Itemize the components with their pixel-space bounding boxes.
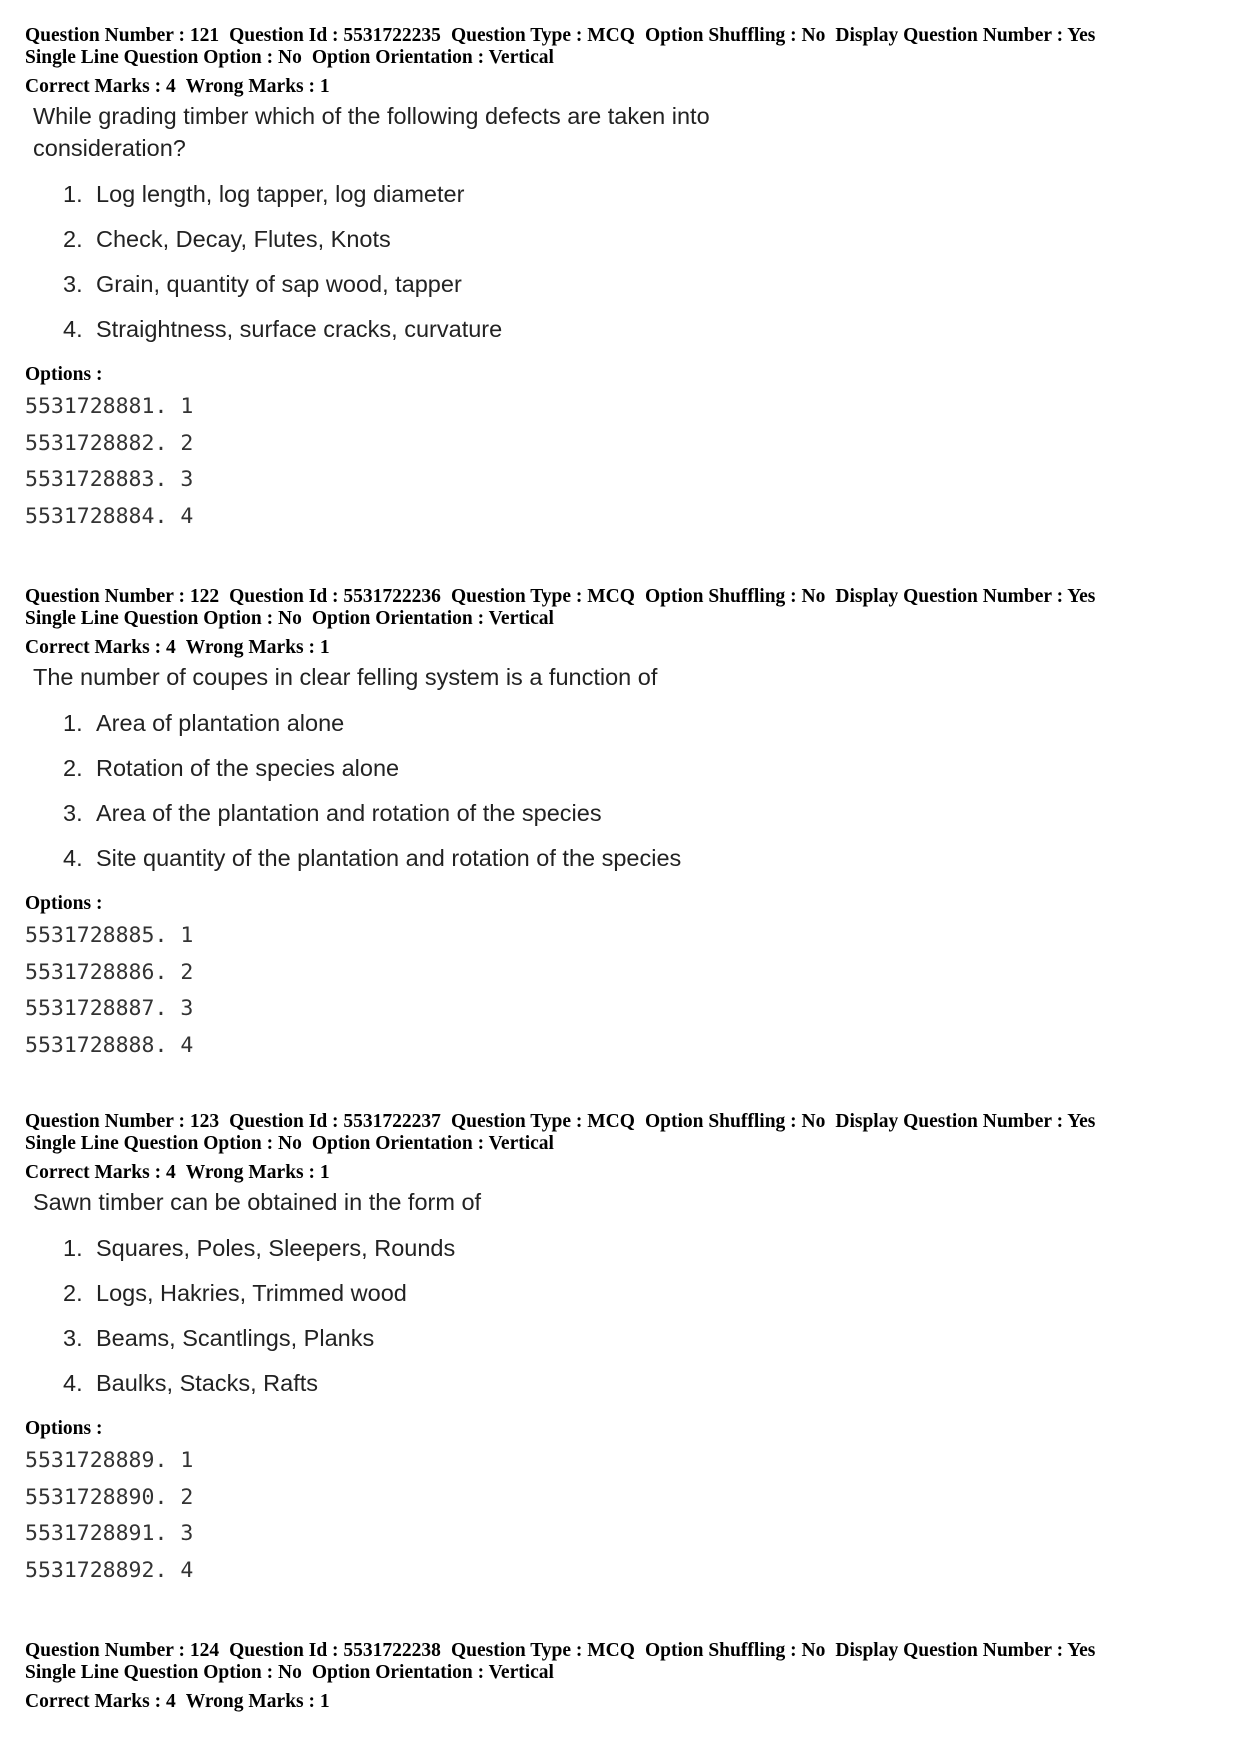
option-id: 5531728882. 2 [25, 430, 194, 456]
marks-line [25, 1162, 1225, 1184]
choice-number: 4. [63, 845, 83, 871]
choice-number: 3. [63, 1325, 83, 1351]
answer-choice [63, 748, 1225, 793]
choice-text: Baulks, Stacks, Rafts [96, 1370, 319, 1396]
option-id: 5531728884. 4 [25, 503, 194, 529]
question-meta-line-1 [25, 25, 1225, 47]
option-id: 5531728888. 4 [25, 1032, 194, 1058]
answer-choice [63, 219, 1225, 264]
options-label: Options : [25, 893, 103, 914]
option-id: 5531728886. 2 [25, 959, 194, 985]
question-text [33, 1186, 1225, 1218]
option-id: 5531728892. 4 [25, 1557, 194, 1583]
correct-marks: Correct Marks : 4 [25, 76, 176, 97]
options-label: Options : [25, 364, 103, 385]
option-shuffling: Option Shuffling : No [644, 1640, 826, 1661]
question-text-line: Sawn timber can be obtained in the form of [33, 1189, 482, 1215]
question-meta-line-2 [25, 1133, 1225, 1155]
question-number: Question Number : 122 [25, 586, 220, 607]
answer-choice [63, 1363, 1225, 1408]
choice-text: Straightness, surface cracks, curvature [96, 316, 503, 342]
choice-text: Area of plantation alone [96, 710, 345, 736]
choice-number: 2. [63, 755, 83, 781]
question-block-124 [25, 1640, 1225, 1713]
single-line-question-option: Single Line Question Option : No [25, 47, 302, 68]
wrong-marks: Wrong Marks : 1 [185, 1691, 330, 1712]
option-id: 5531728887. 3 [25, 996, 194, 1021]
answer-choice [63, 703, 1225, 748]
option-orientation: Option Orientation : Vertical [311, 1133, 554, 1154]
question-type: Question Type : MCQ [450, 1111, 635, 1132]
choice-text: Beams, Scantlings, Planks [96, 1325, 375, 1351]
option-orientation: Option Orientation : Vertical [311, 47, 554, 68]
question-meta-line-2 [25, 1662, 1225, 1684]
wrong-marks: Wrong Marks : 1 [185, 1162, 330, 1183]
marks-line [25, 637, 1225, 659]
option-id: 5531728890. 2 [25, 1484, 194, 1510]
answer-choice [63, 793, 1225, 838]
question-id: Question Id : 5531722236 [229, 586, 441, 607]
question-text [33, 661, 1225, 693]
single-line-question-option: Single Line Question Option : No [25, 1133, 302, 1154]
question-type: Question Type : MCQ [450, 25, 635, 46]
choice-text: Squares, Poles, Sleepers, Rounds [96, 1235, 456, 1261]
answer-choice [63, 309, 1225, 354]
answer-choice [63, 838, 1225, 883]
question-text-line: The number of coupes in clear felling system is a function of [33, 664, 658, 690]
choice-number: 2. [63, 1280, 83, 1306]
option-shuffling: Option Shuffling : No [644, 586, 826, 607]
choice-number: 4. [63, 1370, 83, 1396]
wrong-marks: Wrong Marks : 1 [185, 76, 330, 97]
question-block-122 [25, 586, 1225, 1067]
choice-text: Rotation of the species alone [96, 755, 400, 781]
option-id: 5531728885. 1 [25, 923, 194, 948]
choice-number: 1. [63, 1235, 83, 1261]
choice-number: 2. [63, 226, 83, 252]
display-question-number: Display Question Number : Yes [835, 1640, 1096, 1661]
options-label: Options : [25, 1418, 103, 1439]
question-meta-line-2 [25, 608, 1225, 630]
question-text [33, 100, 1225, 164]
question-text-line: While grading timber which of the following defects are taken into [33, 103, 710, 129]
question-meta-line-1 [25, 1111, 1225, 1133]
display-question-number: Display Question Number : Yes [835, 1111, 1096, 1132]
question-block-121 [25, 25, 1225, 538]
answer-choice [63, 1228, 1225, 1273]
correct-marks: Correct Marks : 4 [25, 1162, 176, 1183]
option-id: 5531728883. 3 [25, 467, 194, 492]
answer-choices [25, 703, 1225, 883]
option-shuffling: Option Shuffling : No [644, 1111, 826, 1132]
answer-choice [63, 1318, 1225, 1363]
answer-choice [63, 1273, 1225, 1318]
answer-choice [63, 264, 1225, 309]
question-block-123 [25, 1111, 1225, 1592]
question-id: Question Id : 5531722237 [229, 1111, 441, 1132]
answer-choice [63, 174, 1225, 219]
question-text-line: consideration? [33, 135, 186, 161]
wrong-marks: Wrong Marks : 1 [185, 637, 330, 658]
choice-number: 1. [63, 181, 83, 207]
correct-marks: Correct Marks : 4 [25, 1691, 176, 1712]
marks-line [25, 1691, 1225, 1713]
marks-line [25, 76, 1225, 98]
choice-number: 3. [63, 800, 83, 826]
question-id: Question Id : 5531722238 [229, 1640, 441, 1661]
choice-number: 1. [63, 710, 83, 736]
question-number: Question Number : 124 [25, 1640, 220, 1661]
display-question-number: Display Question Number : Yes [835, 25, 1096, 46]
answer-choices [25, 1228, 1225, 1408]
choice-number: 4. [63, 316, 83, 342]
question-number: Question Number : 121 [25, 25, 220, 46]
question-type: Question Type : MCQ [450, 586, 635, 607]
choice-text: Log length, log tapper, log diameter [96, 181, 465, 207]
option-id: 5531728881. 1 [25, 394, 194, 419]
question-meta-line-1 [25, 1640, 1225, 1662]
question-meta-line-1 [25, 586, 1225, 608]
question-id: Question Id : 5531722235 [229, 25, 441, 46]
question-number: Question Number : 123 [25, 1111, 220, 1132]
choice-number: 3. [63, 271, 83, 297]
answer-choices [25, 174, 1225, 354]
choice-text: Grain, quantity of sap wood, tapper [96, 271, 462, 297]
option-id-list [25, 1446, 1225, 1592]
single-line-question-option: Single Line Question Option : No [25, 608, 302, 629]
choice-text: Logs, Hakries, Trimmed wood [96, 1280, 407, 1306]
option-id: 5531728891. 3 [25, 1521, 194, 1546]
choice-text: Area of the plantation and rotation of the species [96, 800, 602, 826]
option-orientation: Option Orientation : Vertical [311, 1662, 554, 1683]
option-id-list [25, 392, 1225, 538]
option-id: 5531728889. 1 [25, 1448, 194, 1473]
correct-marks: Correct Marks : 4 [25, 637, 176, 658]
choice-text: Check, Decay, Flutes, Knots [96, 226, 391, 252]
question-meta-line-2 [25, 47, 1225, 69]
option-orientation: Option Orientation : Vertical [311, 608, 554, 629]
display-question-number: Display Question Number : Yes [835, 586, 1096, 607]
choice-text: Site quantity of the plantation and rotation of the species [96, 845, 682, 871]
single-line-question-option: Single Line Question Option : No [25, 1662, 302, 1683]
option-shuffling: Option Shuffling : No [644, 25, 826, 46]
option-id-list [25, 921, 1225, 1067]
question-type: Question Type : MCQ [450, 1640, 635, 1661]
